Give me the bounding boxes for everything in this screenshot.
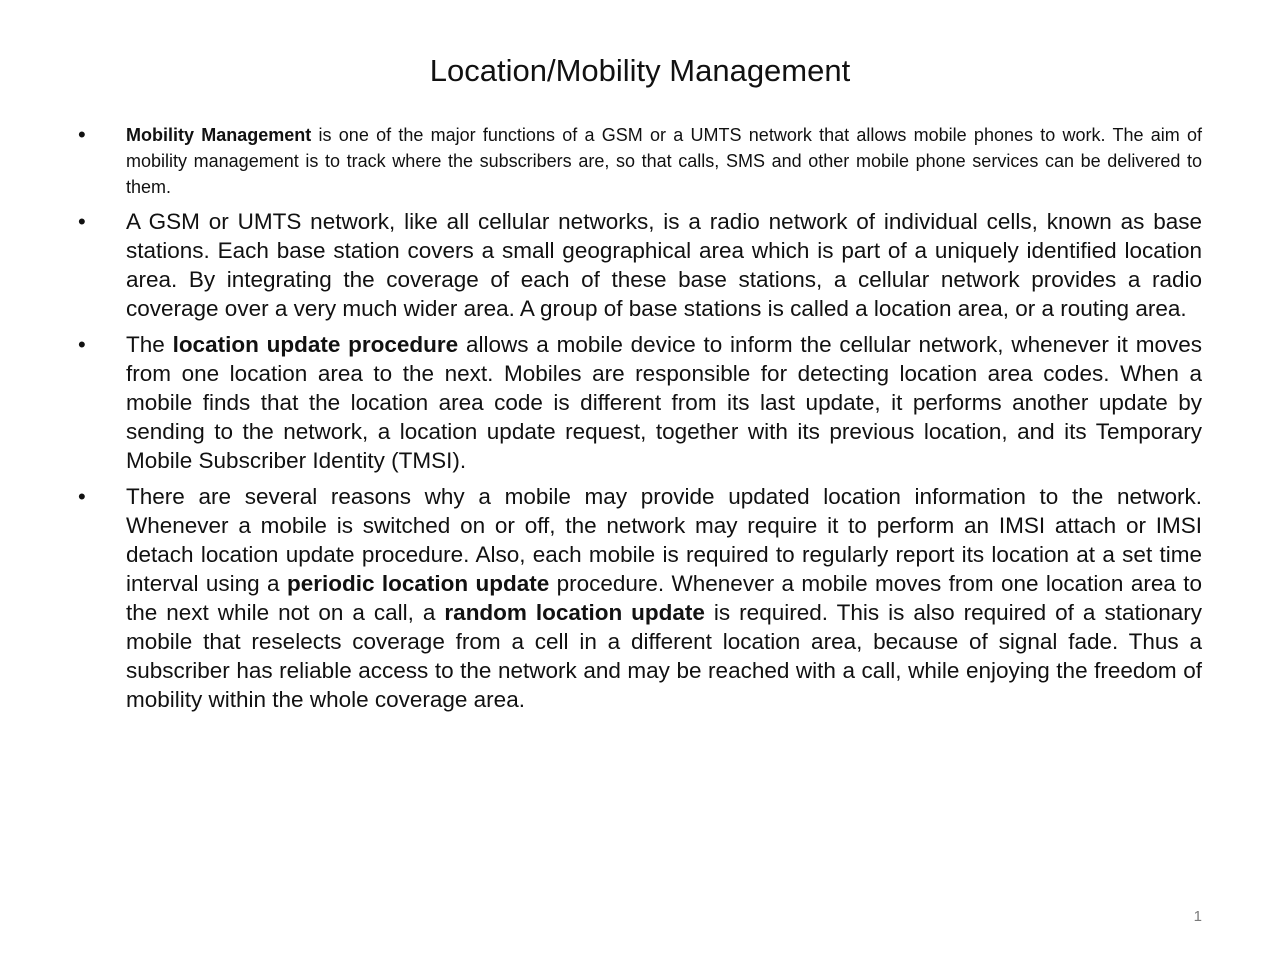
bullet-text: is required. This is also required of a stationary mobile that reselects coverage from a cell in a different location area, because of signal fade. Thus a subscriber has reliable access to the network and may be reached with a call, while enjoying the freedom of mobility within the whole coverage area. xyxy=(126,600,1202,712)
bold-term: periodic location update xyxy=(286,571,550,596)
bold-term: Mobility Management xyxy=(126,125,312,145)
bullet-item-location-update xyxy=(76,330,1202,475)
bullet-list xyxy=(76,122,1202,721)
bullet-text: allows a mobile device to inform the cellular network, whenever it moves from one location area to the next. Mobiles are responsible for detecting location area codes. When a mobile finds that the location area code is different from its last update, it performs another update by sending to the network, a location update request, together with its previous location, and its Temporary Mobile Subscriber Identity (TMSI). xyxy=(126,332,1202,473)
bullet-item-cellular-network xyxy=(76,207,1202,323)
bullet-text: A GSM or UMTS network, like all cellular networks, is a radio network of individual cells, known as base stations. Each base station covers a small geographical area which is part of a uniquely identified location area. By integrating the coverage of each of these base stations, a cellular network provides a radio coverage over a very much wider area. A group of base stations is called a location area, or a routing area. xyxy=(126,209,1202,321)
bullet-icon: • xyxy=(78,484,86,509)
bullet-text: There are several reasons why a mobile may provide updated location information to the network. Whenever a mobile is switched on or off, the network may require it to perform an IMSI attach or IMSI detach location update procedure. Also, each mobile is required to regularly report its location at a set time interval using a xyxy=(126,484,1202,596)
bullet-item-update-reasons xyxy=(76,482,1202,714)
bold-term: location update procedure xyxy=(172,332,459,357)
bullet-icon: • xyxy=(78,209,86,234)
page-number: 1 xyxy=(1193,908,1202,925)
bold-term: random location update xyxy=(444,600,705,625)
bullet-icon: • xyxy=(78,332,86,357)
bullet-item-mobility-management xyxy=(76,122,1202,200)
bullet-text: procedure. Whenever a mobile moves from one location area to the next while not on a call, a xyxy=(126,571,1202,625)
slide-title: Location/Mobility Management xyxy=(429,53,851,88)
bullet-icon: • xyxy=(78,122,86,147)
bullet-text: The xyxy=(126,332,173,357)
bullet-text: is one of the major functions of a GSM or a UMTS network that allows mobile phones to work. The aim of mobility management is to track where the subscribers are, so that calls, SMS and other mobile phone services can be delivered to them. xyxy=(126,125,1203,197)
